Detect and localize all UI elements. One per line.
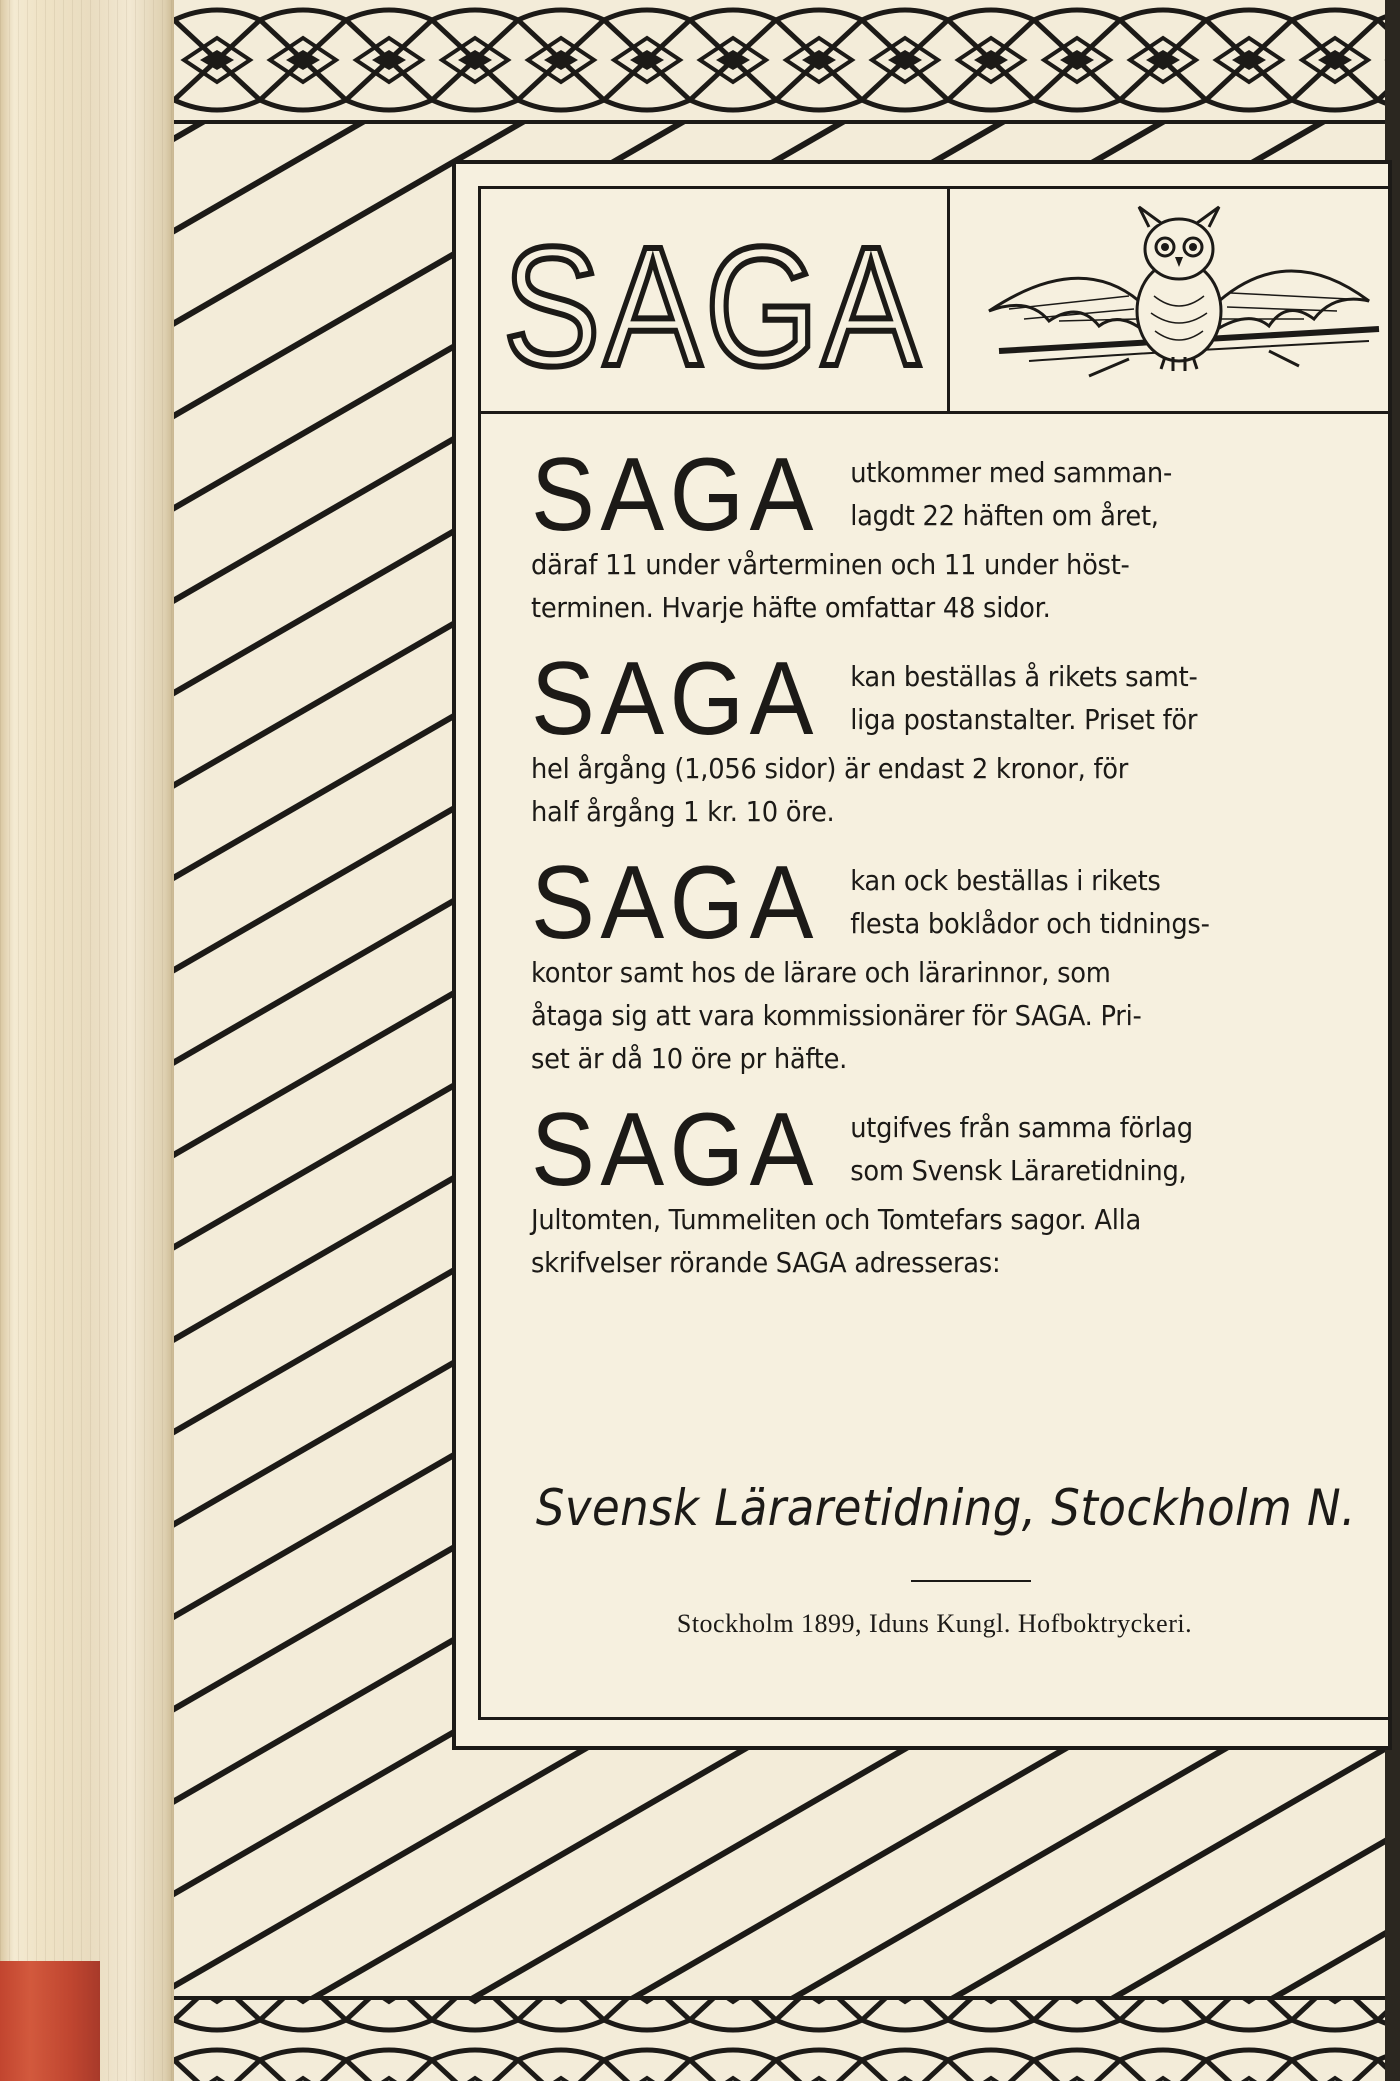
saga-heading: SAGA [531, 437, 819, 553]
red-cloth-binding [0, 1961, 100, 2081]
text-line: liga postanstalter. Priset för [850, 703, 1198, 736]
saga-block-publication [531, 437, 1357, 629]
text-line: terminen. Hvarje häfte omfattar 48 sidor. [531, 591, 1051, 624]
text-line: kan beställas å rikets samt- [850, 660, 1198, 693]
saga-logo-box [481, 189, 950, 411]
book-page-edges [0, 0, 174, 2081]
owl-icon [969, 201, 1389, 401]
address-signature: Svensk Läraretidning, Stockholm N. [535, 1479, 1356, 1537]
text-line: hel årgång (1,056 sidor) är endast 2 kronor, för [531, 752, 1129, 785]
saga-logo [493, 205, 933, 402]
text-line: däraf 11 under vårterminen och 11 under höst- [531, 548, 1130, 581]
saga-block-publisher [531, 1092, 1357, 1284]
top-knot-border [174, 0, 1400, 120]
advertisement-inner-border [478, 186, 1388, 1720]
logo-text: SAGA [503, 212, 923, 402]
bottom-knot-border [174, 2000, 1400, 2081]
text-line: kontor samt hos de lärare och lärarinnor, som [531, 956, 1111, 989]
saga-block-postal [531, 641, 1357, 833]
saga-heading: SAGA [531, 1092, 819, 1208]
owl-illustration-box [951, 189, 1388, 411]
text-line: Jultomten, Tummeliten och Tomtefars sagor. Alla [531, 1203, 1141, 1236]
saga-heading: SAGA [531, 641, 819, 757]
text-line: half årgång 1 kr. 10 öre. [531, 795, 835, 828]
saga-heading: SAGA [531, 845, 819, 961]
page-lines [0, 0, 174, 2081]
text-line: skrifvelser rörande SAGA adresseras: [531, 1246, 1001, 1279]
text-line: set är då 10 öre pr häfte. [531, 1042, 848, 1075]
masthead [481, 189, 1388, 414]
printer-imprint: Stockholm 1899, Iduns Kungl. Hofboktryckeri. [676, 1609, 1193, 1638]
advertisement-panel [452, 160, 1392, 1750]
saga-block-bookstores [531, 845, 1357, 1080]
text-line: åtaga sig att vara kommissionärer för SAGA. Pri- [531, 999, 1142, 1032]
text-line: som Svensk Läraretidning, [850, 1154, 1187, 1187]
divider-rule [911, 1580, 1031, 1582]
text-line: utgifves från samma förlag [850, 1111, 1193, 1144]
text-line: flesta boklådor och tidnings- [850, 907, 1210, 940]
text-line: utkommer med samman- [850, 456, 1173, 489]
text-line: kan ock beställas i rikets [850, 864, 1161, 897]
advertisement-body [531, 437, 1357, 1310]
text-line: lagdt 22 häften om året, [850, 499, 1159, 532]
